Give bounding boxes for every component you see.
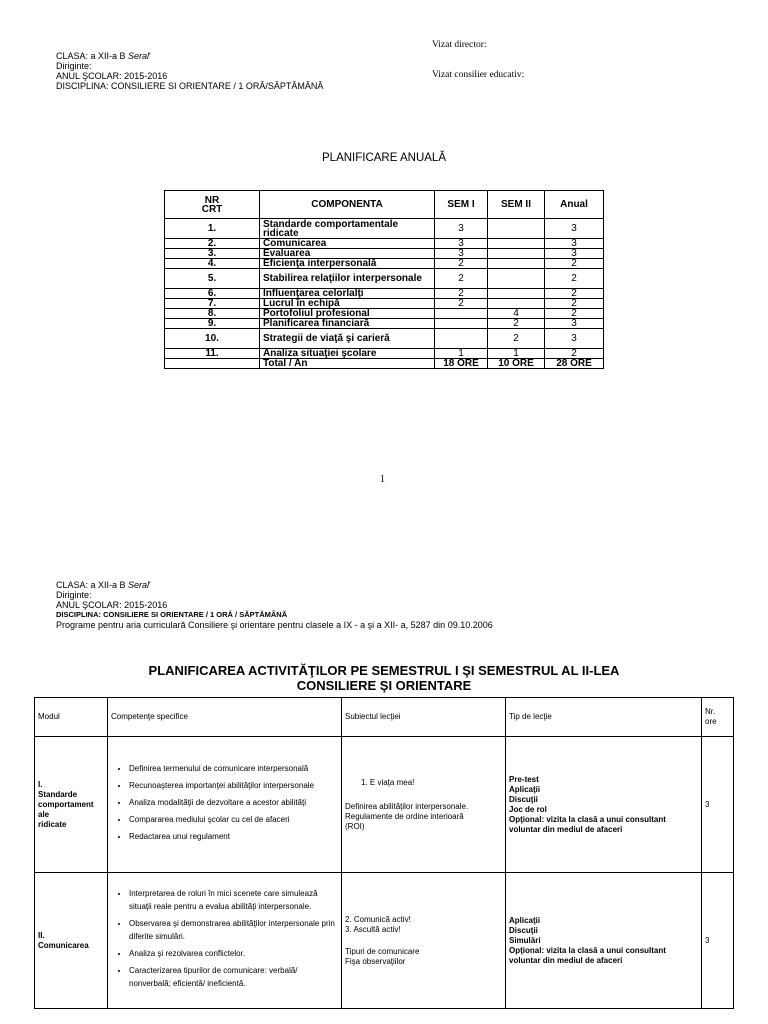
subiect-line: Fişa observaţiilor <box>345 956 406 966</box>
subiect-line: Regulamente de ordine interioară <box>345 811 464 821</box>
cell-sem2: 10 ORE <box>488 359 545 369</box>
list-item: • Caracterizarea tipurilor de comunicare: verbală/ nonverbală; eficientă/ ineficientă. <box>129 964 338 990</box>
cell-componenta: Comunicarea <box>260 239 435 249</box>
tip-line: Joc de rol <box>509 804 547 814</box>
cell-sem2: 1 <box>488 349 545 359</box>
cell-nr: 11. <box>165 349 260 359</box>
row2-ore: 3 <box>702 873 734 1009</box>
activities-title-line2: CONSILIERE ŞI ORIENTARE <box>296 678 472 693</box>
vizat-director: Vizat director: <box>432 40 487 50</box>
cell-sem1 <box>435 309 488 319</box>
tip-line: Opţional: vizita la clasă a unui consultant <box>509 814 666 824</box>
row1-ore: 3 <box>702 737 734 873</box>
total-row <box>165 359 604 369</box>
activities-title <box>0 663 768 693</box>
header-nr-crt: NR CRT <box>165 191 260 219</box>
activities-table <box>34 697 734 1009</box>
row1-competente <box>108 737 342 873</box>
tip-line: voluntar din mediul de afaceri <box>509 824 623 834</box>
cell-sem1: 2 <box>435 299 488 309</box>
cell-anual: 2 <box>545 289 604 299</box>
table-row <box>165 249 604 259</box>
subiect-line: Definirea abilităţilor interpersonale. <box>345 801 469 811</box>
tip-line: Aplicaţii <box>509 784 541 794</box>
cell-sem2 <box>488 299 545 309</box>
cell-componenta: Planificarea financiară <box>260 319 435 329</box>
cell-componenta: Portofoliul profesional <box>260 309 435 319</box>
header-componenta: COMPONENTA <box>260 191 435 219</box>
cell-componenta: Evaluarea <box>260 249 435 259</box>
cell-nr: 2. <box>165 239 260 249</box>
header-sem2: SEM II <box>488 191 545 219</box>
list-item: • Observarea şi demonstrarea abilităţilor interpersonale prin diferite simulări. <box>129 917 338 943</box>
list-item: • Analiza modalităţii de dezvoltare a acestor abilităţi <box>129 796 338 809</box>
header-anual: Anual <box>545 191 604 219</box>
cell-sem2 <box>488 259 545 269</box>
list-item: • Analiza şi rezolvarea conflictelor. <box>129 947 338 960</box>
cell-nr: 3. <box>165 249 260 259</box>
cell-sem1 <box>435 329 488 349</box>
cell-nr: 5. <box>165 269 260 289</box>
cell-sem2 <box>488 219 545 239</box>
activities-title-line1: PLANIFICAREA ACTIVITĂŢILOR PE SEMESTRUL I ŞI SEMESTRUL AL II-LEA <box>148 663 620 678</box>
page-number: 1 <box>380 474 385 485</box>
cell-sem1: 1 <box>435 349 488 359</box>
tip-line: Discuţii <box>509 794 538 804</box>
cell-sem1: 18 ORE <box>435 359 488 369</box>
modul-line: ridicate <box>38 819 67 829</box>
tip-line: Discuţii <box>509 925 538 935</box>
subiect-line: Tipuri de comunicare <box>345 946 420 956</box>
list-item: • Compararea mediului şcolar cu cel de afaceri <box>129 813 338 826</box>
page2-header <box>56 580 493 630</box>
discipline-line: DISCIPLINA: CONSILIERE SI ORIENTARE / 1 ORĂ/SĂPTĂMÂNĂ <box>56 81 324 91</box>
table-row <box>35 737 734 873</box>
modul-line: I. <box>38 779 43 789</box>
cell-nr: 4. <box>165 259 260 269</box>
school-year-line: ANUL ŞCOLAR: 2015-2016 <box>56 71 168 81</box>
header-tip: Tip de lecţie <box>506 698 702 737</box>
activities-header-row <box>35 698 734 737</box>
list-item: • Recunoaşterea importanţei abilităţilor interpersonale <box>129 779 338 792</box>
cell-sem1: 2 <box>435 289 488 299</box>
subiect-line: (ROI) <box>345 821 365 831</box>
table-row <box>165 219 604 239</box>
diriginte-line: Diriginte: <box>56 61 92 71</box>
cell-anual: 3 <box>545 249 604 259</box>
row2-competente <box>108 873 342 1009</box>
tip-line: Simulări <box>509 935 541 945</box>
cell-anual: 3 <box>545 239 604 249</box>
cell-anual: 2 <box>545 349 604 359</box>
cell-componenta: Stabilirea relaţiilor interpersonale <box>260 269 435 289</box>
cell-nr: 6. <box>165 289 260 299</box>
modul-line: II. <box>38 930 45 940</box>
tip-line: Aplicaţii <box>509 915 541 925</box>
table-row <box>165 289 604 299</box>
row1-subiect <box>342 737 506 873</box>
cell-sem2 <box>488 269 545 289</box>
modul-line: ale <box>38 809 50 819</box>
class-line: CLASA: a XII-a B Seral' <box>56 51 151 61</box>
cell-sem2 <box>488 249 545 259</box>
class-line-2: CLASA: a XII-a B Seral' <box>56 580 151 590</box>
row1-tip <box>506 737 702 873</box>
header-sem1: SEM I <box>435 191 488 219</box>
cell-nr: 1. <box>165 219 260 239</box>
header-subiect: Subiectul lecţiei <box>342 698 506 737</box>
cell-componenta: Eficienţa interpersonală <box>260 259 435 269</box>
table-row <box>35 873 734 1009</box>
page1-header <box>56 51 323 91</box>
tip-line: voluntar din mediul de afaceri <box>509 955 623 965</box>
table-row <box>165 349 604 359</box>
cell-sem2: 2 <box>488 319 545 329</box>
cell-sem1: 3 <box>435 249 488 259</box>
row2-modul <box>35 873 108 1009</box>
programe-line: Programe pentru aria curriculară Consiliere şi orientare pentru clasele a IX - a şi a XII- a, 5287 din 09.10.2006 <box>56 620 493 630</box>
tip-line: Pre-test <box>509 774 539 784</box>
cell-anual: 3 <box>545 319 604 329</box>
cell-sem1: 2 <box>435 269 488 289</box>
list-item: • Interpretarea de roluri în mici scenete care simulează situaţii reale pentru a evalua abilităţi interpersonale. <box>129 887 338 913</box>
table-row <box>165 259 604 269</box>
discipline-line-2: DISCIPLINA: CONSILIERE SI ORIENTARE / 1 ORĂ / SĂPTĂMÂNĂ <box>56 610 288 619</box>
list-item: • Redactarea unui regulament <box>129 830 338 843</box>
cell-sem2: 4 <box>488 309 545 319</box>
tip-line: Opţional: vizita la clasă a unui consultant <box>509 945 666 955</box>
cell-anual: 28 ORE <box>545 359 604 369</box>
cell-nr: 7. <box>165 299 260 309</box>
cell-anual: 3 <box>545 329 604 349</box>
cell-anual: 2 <box>545 259 604 269</box>
cell-nr: 10. <box>165 329 260 349</box>
annual-table-header-row <box>165 191 604 219</box>
table-row <box>165 309 604 319</box>
table-row <box>165 329 604 349</box>
cell-sem1: 3 <box>435 219 488 239</box>
cell-componenta: Influenţarea celorlalţi <box>260 289 435 299</box>
table-row <box>165 239 604 249</box>
cell-sem2 <box>488 289 545 299</box>
table-row <box>165 299 604 309</box>
cell-componenta: Strategii de viaţă şi carieră <box>260 329 435 349</box>
cell-componenta: Total / An <box>260 359 435 369</box>
modul-line: comportament <box>38 799 94 809</box>
cell-anual: 3 <box>545 219 604 239</box>
header-nr-ore: Nr. ore <box>702 698 734 737</box>
annual-plan-table <box>164 190 604 369</box>
cell-nr: 8. <box>165 309 260 319</box>
annual-plan-title: PLANIFICARE ANUALĂ <box>322 152 446 164</box>
school-year-line-2: ANUL ŞCOLAR: 2015-2016 <box>56 600 168 610</box>
cell-anual: 2 <box>545 269 604 289</box>
row2-subiect <box>342 873 506 1009</box>
cell-sem1: 2 <box>435 259 488 269</box>
row2-tip <box>506 873 702 1009</box>
table-row <box>165 319 604 329</box>
cell-sem1 <box>435 319 488 329</box>
cell-sem2 <box>488 239 545 249</box>
cell-anual: 2 <box>545 309 604 319</box>
cell-nr <box>165 359 260 369</box>
cell-anual: 2 <box>545 299 604 309</box>
class-serial: Seral <box>128 51 150 61</box>
modul-line: Standarde <box>38 789 78 799</box>
modul-line: Comunicarea <box>38 940 89 950</box>
cell-sem2: 2 <box>488 329 545 349</box>
list-item: • Definirea termenului de comunicare interpersonală <box>129 762 338 775</box>
diriginte-line-2: Diriginte: <box>56 590 92 600</box>
subiect-line: 2. Comunică activ! <box>345 914 411 924</box>
cell-componenta: Lucrul în echipă <box>260 299 435 309</box>
vizat-consilier: Vizat consilier educativ: <box>432 70 525 80</box>
table-row <box>165 269 604 289</box>
header-modul: Modul <box>35 698 108 737</box>
header-competente: Competenţe specifice <box>108 698 342 737</box>
cell-sem1: 3 <box>435 239 488 249</box>
row1-modul <box>35 737 108 873</box>
cell-componenta: Analiza situaţiei şcolare <box>260 349 435 359</box>
cell-nr: 9. <box>165 319 260 329</box>
row1-subiect-numbered: 1. E viaţa mea! <box>361 777 415 787</box>
cell-componenta: Standarde comportamentale ridicate <box>260 219 435 239</box>
subiect-line: 3. Ascultă activ! <box>345 924 401 934</box>
